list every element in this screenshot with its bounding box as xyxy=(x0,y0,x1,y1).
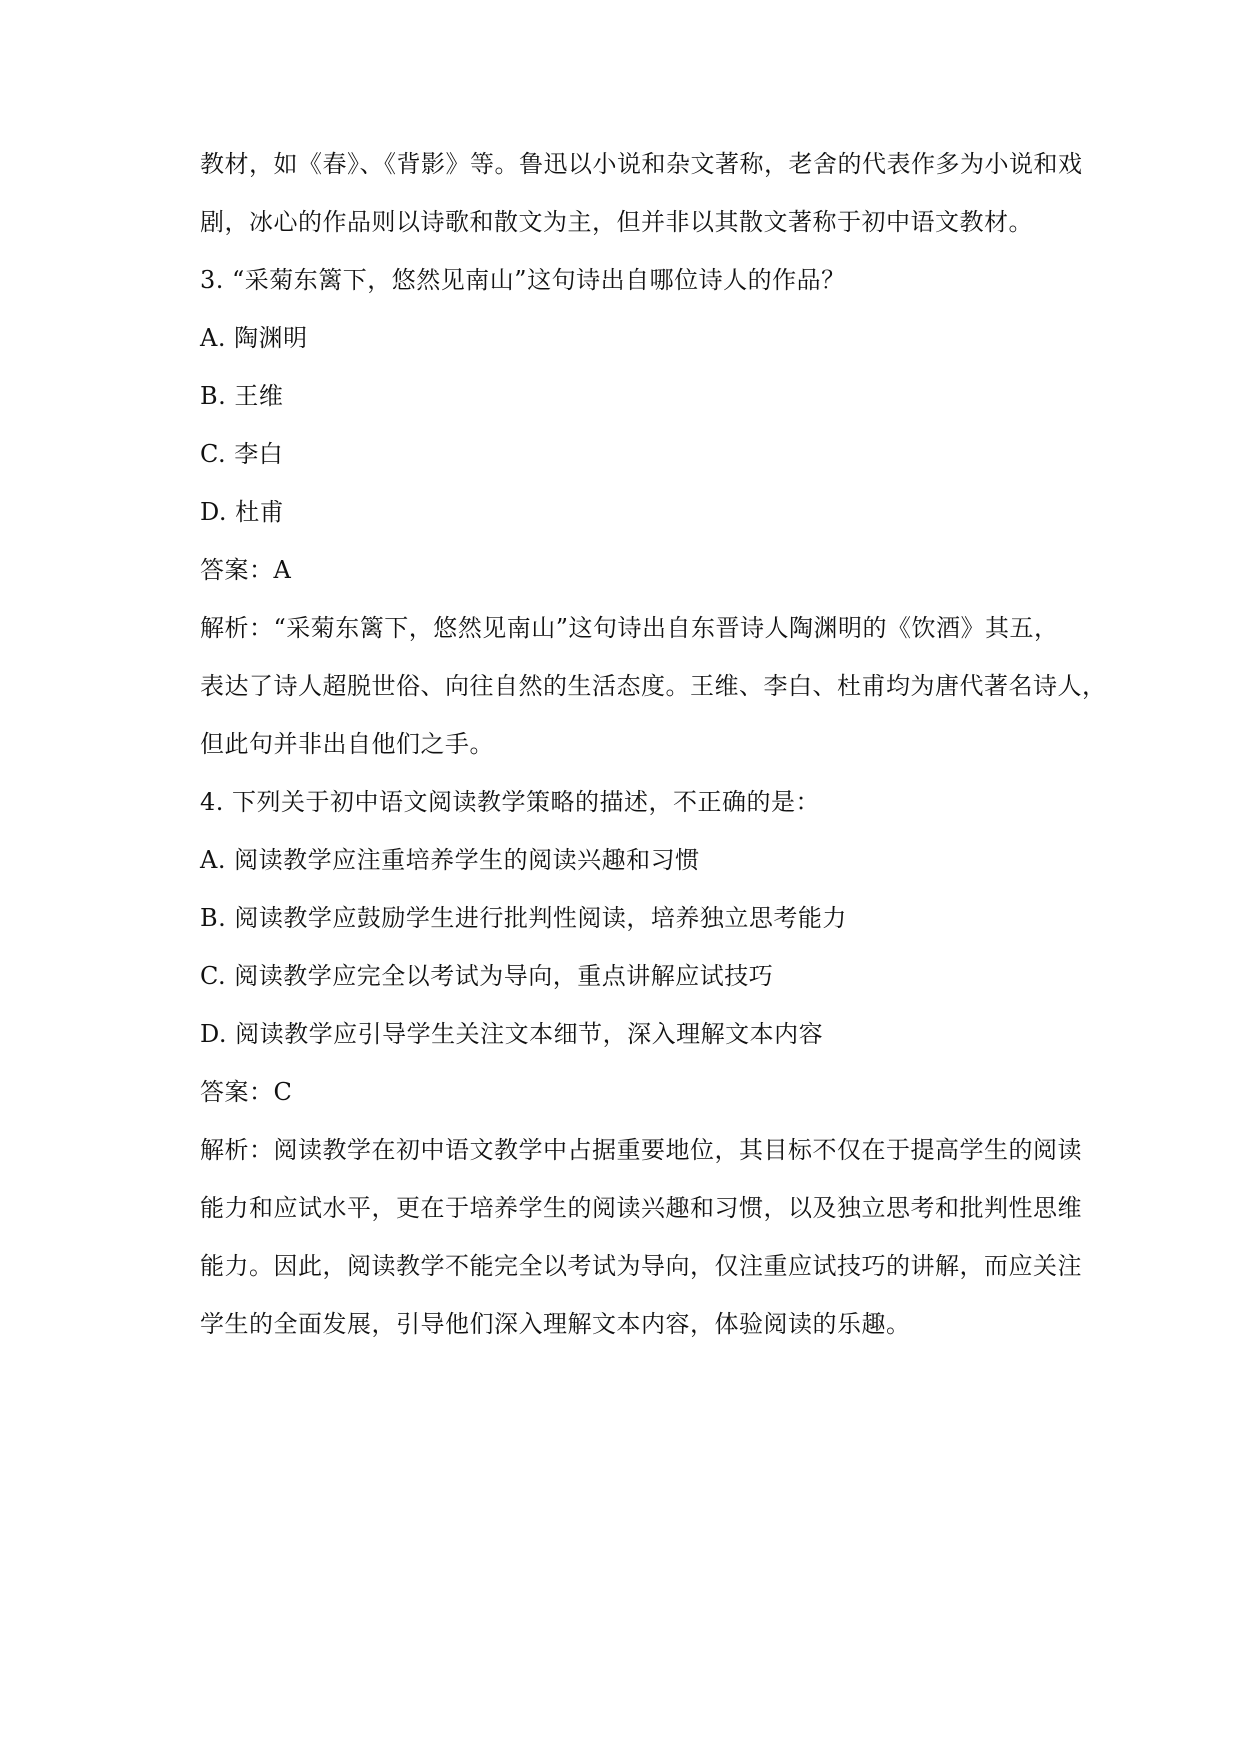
question-3-stem: 3. “采菊东篱下，悠然见南山”这句诗出自哪位诗人的作品？ xyxy=(200,266,846,294)
question-3-analysis: 表达了诗人超脱世俗、向往自然的生活态度。王维、李白、杜甫均为唐代著名诗人， xyxy=(200,672,1107,700)
question-4-option-d: D. 阅读教学应引导学生关注文本细节，深入理解文本内容 xyxy=(200,1020,824,1048)
question-4-stem: 4. 下列关于初中语文阅读教学策略的描述，不正确的是： xyxy=(200,788,821,816)
text-line: 剧，冰心的作品则以诗歌和散文为主，但并非以其散文著称于初中语文教材。 xyxy=(200,208,1033,236)
question-4-analysis: 解析：阅读教学在初中语文教学中占据重要地位，其目标不仅在于提高学生的阅读 xyxy=(200,1136,1082,1164)
question-3-analysis: 但此句并非出自他们之手。 xyxy=(200,730,494,758)
question-4-analysis: 学生的全面发展，引导他们深入理解文本内容，体验阅读的乐趣。 xyxy=(200,1310,911,1338)
question-3-analysis: 解析：“采菊东篱下，悠然见南山”这句诗出自东晋诗人陶渊明的《饮酒》其五， xyxy=(200,614,1059,642)
text-line: 教材，如《春》、《背影》等。鲁迅以小说和杂文著称，老舍的代表作多为小说和戏 xyxy=(200,150,1083,178)
question-4-analysis: 能力和应试水平，更在于培养学生的阅读兴趣和习惯，以及独立思考和批判性思维 xyxy=(200,1194,1082,1222)
question-4-analysis: 能力。因此，阅读教学不能完全以考试为导向，仅注重应试技巧的讲解，而应关注 xyxy=(200,1252,1082,1280)
question-4-option-c: C. 阅读教学应完全以考试为导向，重点讲解应试技巧 xyxy=(200,962,774,990)
question-4-answer: 答案：C xyxy=(200,1078,293,1106)
question-4-option-b: B. 阅读教学应鼓励学生进行批判性阅读，培养独立思考能力 xyxy=(200,904,847,932)
question-3-option-d: D. 杜甫 xyxy=(200,498,285,526)
question-3-answer: 答案：A xyxy=(200,556,292,584)
question-3-option-b: B. 王维 xyxy=(200,382,284,410)
question-4-option-a: A. 阅读教学应注重培养学生的阅读兴趣和习惯 xyxy=(200,846,700,874)
question-3-option-c: C. 李白 xyxy=(200,440,284,468)
question-3-option-a: A. 陶渊明 xyxy=(200,324,308,352)
